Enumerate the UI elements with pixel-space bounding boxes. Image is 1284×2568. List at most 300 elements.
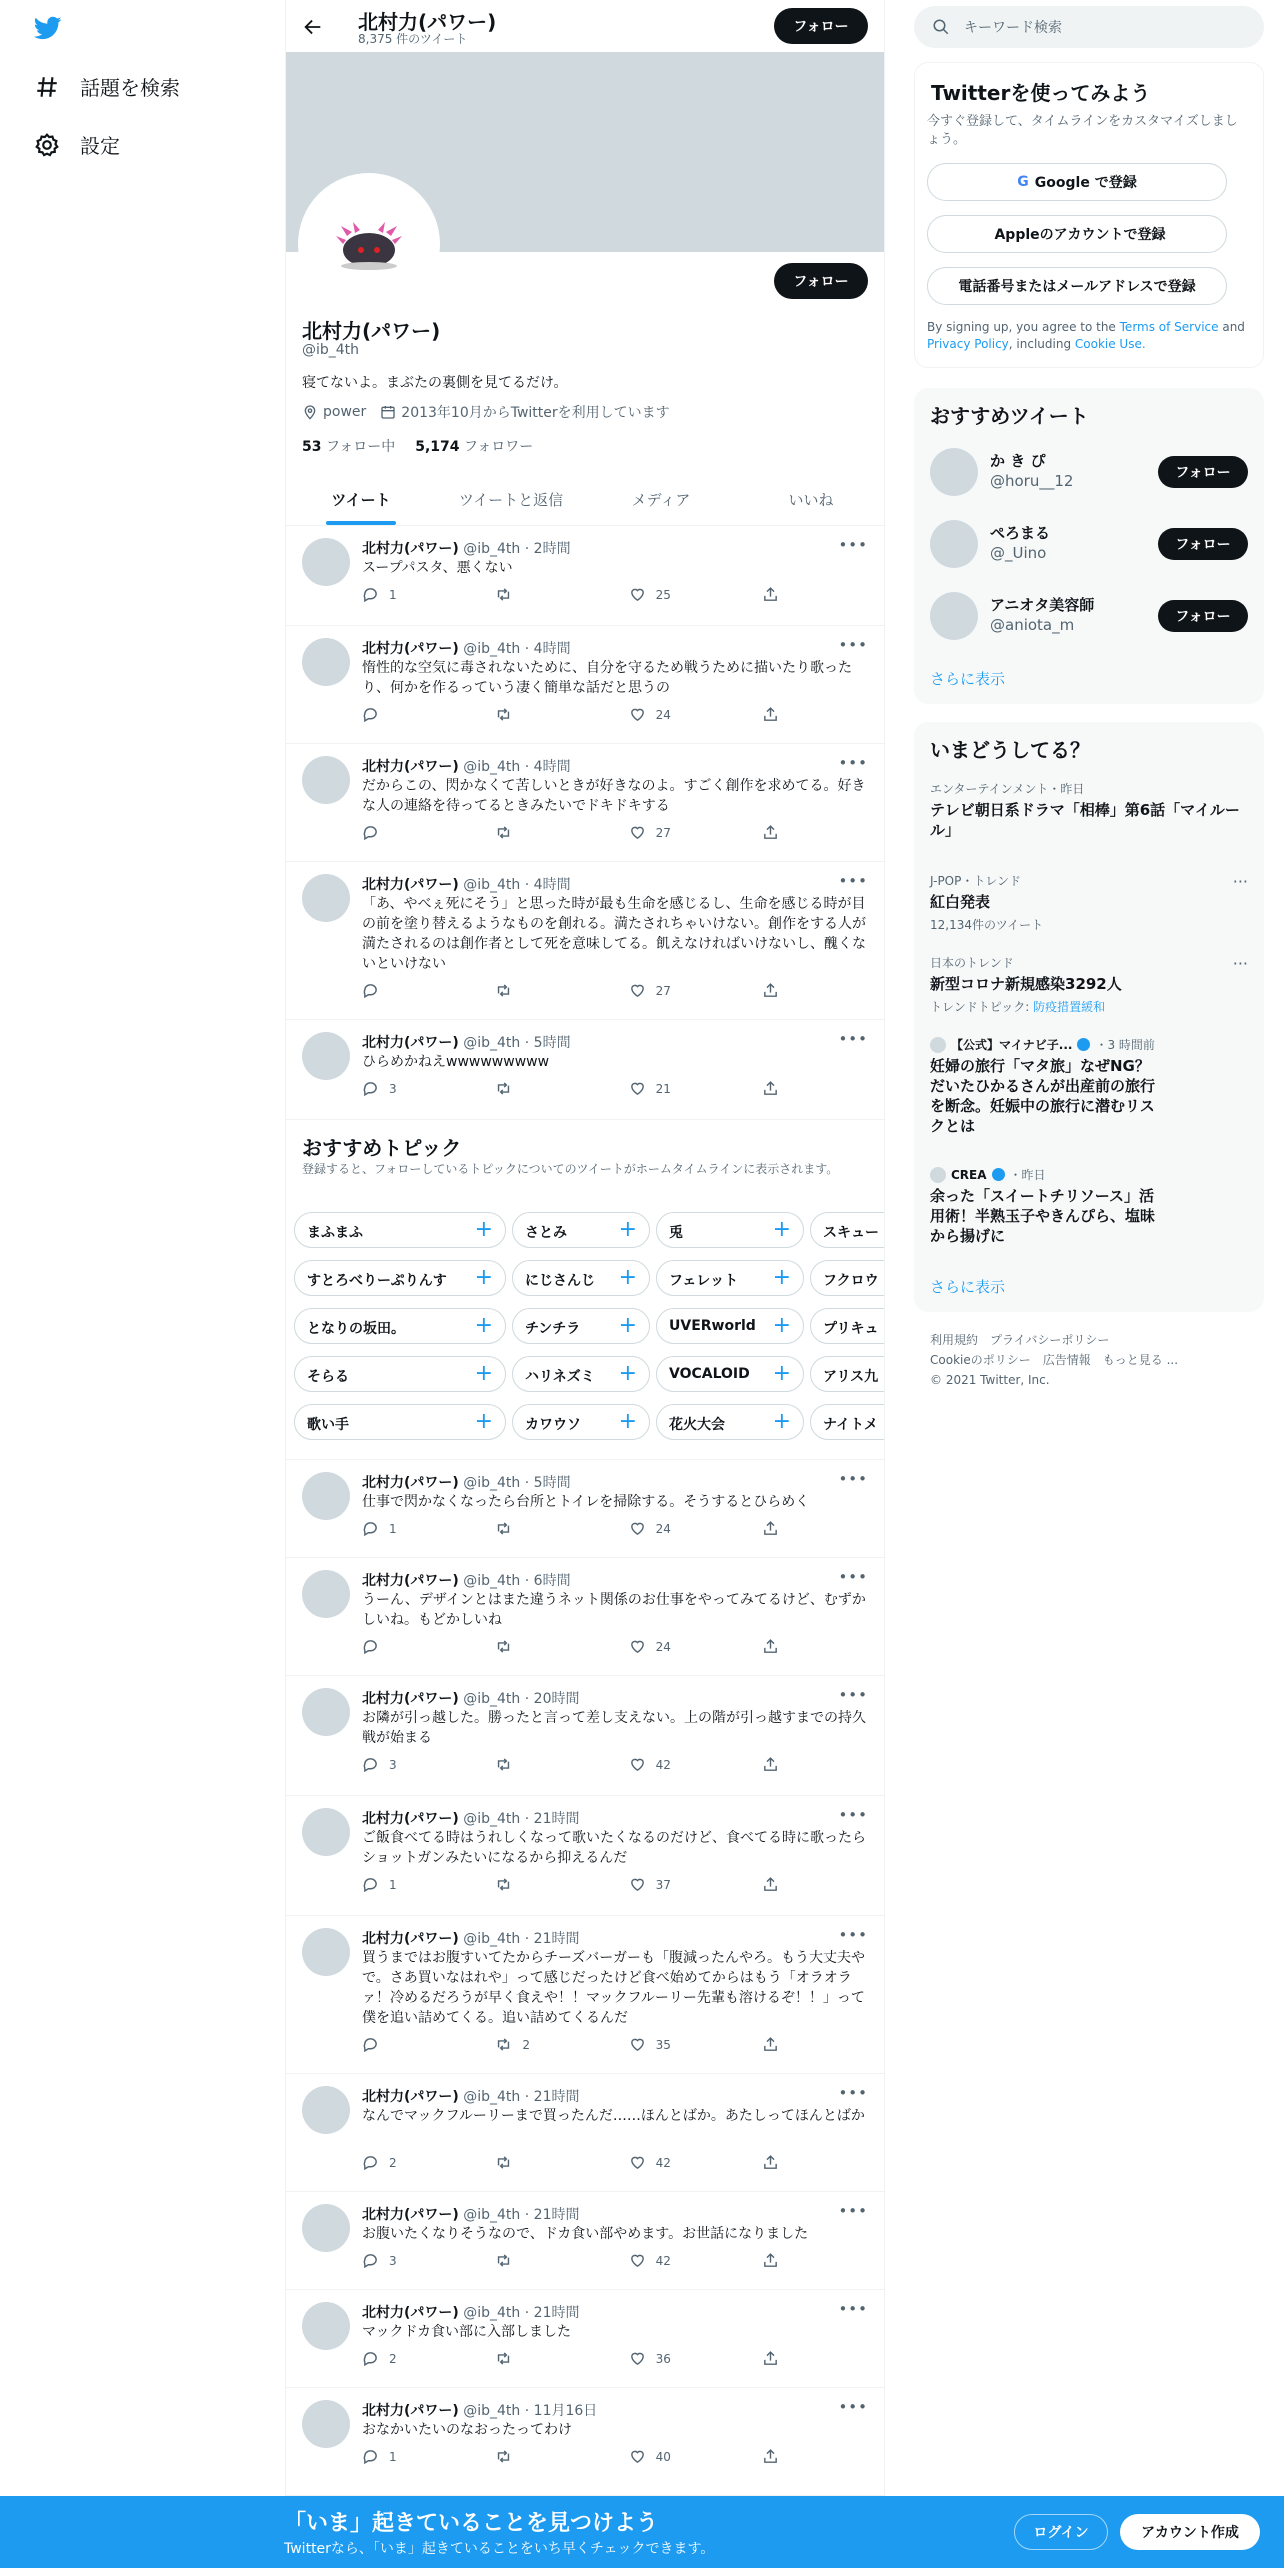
apple-signup-button[interactable] (927, 215, 1227, 253)
user-avatar[interactable] (930, 520, 978, 568)
topic-chip[interactable] (810, 1260, 885, 1296)
topic-chip[interactable] (294, 1308, 506, 1344)
topic-chip[interactable] (512, 1260, 650, 1296)
recommended-user[interactable] (930, 508, 1248, 580)
reply-icon (362, 2252, 379, 2269)
footer-copyright: © 2021 Twitter, Inc. (930, 1373, 1050, 1387)
more-icon[interactable]: ••• (838, 1806, 868, 1824)
share-button[interactable] (762, 2448, 792, 2465)
retweet-button[interactable] (495, 706, 595, 723)
like-count: 42 (655, 1757, 671, 1772)
share-icon (762, 2448, 779, 2465)
tweet-author[interactable]: 北村力(パワー) (362, 759, 459, 775)
retweet-button[interactable] (495, 1756, 595, 1773)
share-button[interactable] (762, 1520, 792, 1537)
tweet[interactable] (286, 744, 885, 862)
tweet-text: お腹いたくなりそうなので、ドカ食い部やめます。お世話になりました (362, 2226, 809, 2242)
reply-count: 1 (389, 587, 397, 602)
trend-item[interactable] (930, 780, 1248, 840)
more-icon[interactable]: ••• (838, 1686, 868, 1704)
tweet[interactable] (286, 1020, 885, 1120)
header-tweet-count: 8,375 件のツイート (358, 32, 468, 46)
retweet-count: 2 (522, 2037, 530, 2052)
tweet-avatar[interactable] (302, 638, 350, 686)
like-button[interactable] (629, 982, 729, 999)
tweet-time[interactable]: 5時間 (533, 1475, 571, 1491)
tweet[interactable] (286, 2388, 885, 2496)
reply-button[interactable] (362, 1080, 462, 1097)
retweet-button[interactable] (495, 1876, 595, 1893)
more-icon[interactable]: ••• (838, 1568, 868, 1586)
retweet-icon (495, 1638, 512, 1655)
topic-chip[interactable] (294, 1404, 506, 1440)
tweet-header: 北村力(パワー) @ib_4th · 11月16日 (362, 2403, 598, 2419)
recommended-user[interactable] (930, 436, 1248, 508)
plus-icon: + (618, 1313, 637, 1338)
share-button[interactable] (762, 2252, 792, 2269)
footer-ads[interactable]: 広告情報 (1042, 1353, 1091, 1367)
tweet-text: マックドカ食い部に入部しました (362, 2324, 572, 2340)
following-count: 53 (302, 439, 322, 455)
trend-meta: トレンドトピック: (930, 1000, 1034, 1014)
like-count: 36 (655, 2351, 671, 2366)
heart-icon (629, 824, 646, 841)
tweet-avatar[interactable] (302, 756, 350, 804)
signup-title: Twitterを使ってみよう (931, 81, 1151, 105)
back-arrow-icon[interactable] (302, 16, 324, 38)
reply-icon (362, 2154, 379, 2171)
trends-title: いまどうしてる？ (930, 738, 1090, 762)
tweet-author[interactable]: 北村力(パワー) (362, 2089, 459, 2105)
privacy-link[interactable]: Privacy Policy (927, 337, 1009, 351)
topics-title: おすすめトピック (302, 1136, 462, 1160)
tweet-handle: @ib_4th (463, 2089, 521, 2105)
retweet-button[interactable] (495, 2036, 595, 2053)
more-icon[interactable]: ••• (838, 754, 868, 772)
more-icon[interactable]: ••• (838, 1470, 868, 1488)
like-count: 21 (655, 1081, 671, 1096)
cookie-link[interactable]: Cookie Use. (1074, 337, 1146, 351)
tweet-header: 北村力(パワー) @ib_4th · 4時間 (362, 759, 571, 775)
tweet[interactable] (286, 2290, 885, 2388)
tweet-header: 北村力(パワー) @ib_4th · 21時間 (362, 2207, 580, 2223)
more-icon[interactable]: ••• (838, 1030, 868, 1048)
share-button[interactable] (762, 2036, 792, 2053)
footer-terms[interactable]: 利用規約 (930, 1333, 979, 1347)
like-button[interactable] (629, 706, 729, 723)
tweet-time[interactable]: 4時間 (533, 641, 571, 657)
topic-chip[interactable] (512, 1308, 650, 1344)
tweet-time[interactable]: 4時間 (533, 877, 571, 893)
tweet-time[interactable]: 20時間 (533, 1691, 580, 1707)
tweet-time[interactable]: 21時間 (533, 2089, 580, 2105)
trend-item[interactable] (930, 954, 1248, 1015)
reply-button[interactable] (362, 1876, 462, 1893)
like-count: 27 (655, 825, 671, 840)
tweet-avatar[interactable] (302, 1688, 350, 1736)
more-icon[interactable]: ••• (838, 1926, 868, 1944)
tweet-author[interactable]: 北村力(パワー) (362, 1475, 459, 1491)
share-button[interactable] (762, 1756, 792, 1773)
reply-count: 3 (389, 1081, 397, 1096)
tweet-author[interactable]: 北村力(パワー) (362, 1811, 459, 1827)
tweet-author[interactable]: 北村力(パワー) (362, 2207, 459, 2223)
tweet[interactable] (286, 2192, 885, 2290)
retweet-button[interactable] (495, 2350, 595, 2367)
reply-icon (362, 1080, 379, 1097)
share-button[interactable] (762, 1876, 792, 1893)
reply-button[interactable] (362, 1520, 462, 1537)
tweet-time[interactable]: 21時間 (533, 1931, 580, 1947)
retweet-icon (495, 2036, 512, 2053)
like-button[interactable] (629, 1756, 729, 1773)
tab-tweets-replies[interactable]: ツイートと返信 (458, 491, 564, 509)
share-icon (762, 1520, 779, 1537)
heart-icon (629, 1876, 646, 1893)
twitter-logo-icon[interactable] (32, 14, 64, 42)
topic-chip[interactable] (656, 1356, 804, 1392)
tweet-avatar[interactable] (302, 1808, 350, 1856)
tweet-avatar[interactable] (302, 538, 350, 586)
more-icon[interactable]: ••• (838, 536, 868, 554)
heart-icon (629, 1520, 646, 1537)
tweet-text: 買うまではお腹すいてたからチーズバーガーも「腹減ったんやろ。もう大丈夫やで。さあ買いなはれや」って感じだったけど食べ始めてからはもう「オラオラァ！冷めるだろうが早く食えや！！マックフルーリー先輩も溶けるぞ！！」って僕を追い詰めてくる。追い詰めてくるんだ (362, 1950, 866, 2026)
tweet-avatar[interactable] (302, 1472, 350, 1520)
retweet-button[interactable] (495, 586, 595, 603)
trend-more-icon[interactable]: ··· (1232, 954, 1248, 973)
topic-chip[interactable] (656, 1260, 804, 1296)
topic-label: まふまふ (307, 1225, 363, 1241)
like-button[interactable] (629, 586, 729, 603)
reply-button[interactable] (362, 706, 462, 723)
recommended-user[interactable] (930, 580, 1248, 652)
tweet-text: おなかいたいのなおったってわけ (362, 2422, 572, 2438)
topic-chip[interactable] (656, 1212, 804, 1248)
share-icon (762, 2154, 779, 2171)
topic-label: となりの坂田。 (307, 1321, 405, 1337)
header-profile-name: 北村力(パワー) (358, 10, 497, 34)
topic-label: UVERworld (669, 1318, 756, 1334)
tweet-header: 北村力(パワー) @ib_4th · 5時間 (362, 1475, 571, 1491)
retweet-button[interactable] (495, 2252, 595, 2269)
plus-icon: + (474, 1217, 493, 1242)
topic-chip[interactable] (656, 1308, 804, 1344)
like-button[interactable] (629, 2252, 729, 2269)
profile-follow-button[interactable]: フォロー (774, 263, 868, 299)
heart-icon (629, 706, 646, 723)
tweet-actions (362, 2252, 792, 2269)
retweet-button[interactable] (495, 1638, 595, 1655)
more-icon[interactable]: ••• (838, 2202, 868, 2220)
tweet[interactable] (286, 1558, 885, 1676)
reply-button[interactable] (362, 982, 462, 999)
reply-button[interactable] (362, 824, 462, 841)
topic-chip[interactable] (656, 1404, 804, 1440)
news-time: ・3 時間前 (1095, 1038, 1155, 1052)
tweet-avatar[interactable] (302, 874, 350, 922)
tweet-avatar[interactable] (302, 1032, 350, 1080)
tweet-avatar[interactable] (302, 2302, 350, 2350)
tweet[interactable] (286, 2074, 885, 2192)
share-button[interactable] (762, 586, 792, 603)
share-icon (762, 2350, 779, 2367)
reply-button[interactable] (362, 586, 462, 603)
recommend-more-link[interactable]: さらに表示 (930, 670, 1006, 688)
tab-tweets[interactable]: ツイート (286, 472, 436, 525)
user-follow-button[interactable]: フォロー (1158, 600, 1248, 632)
topic-chip[interactable] (810, 1308, 885, 1344)
like-count: 24 (655, 1521, 671, 1536)
like-button[interactable] (629, 2448, 729, 2465)
heart-icon (629, 1638, 646, 1655)
tweet[interactable] (286, 1460, 885, 1558)
tweet-author[interactable]: 北村力(パワー) (362, 541, 459, 557)
topic-chip[interactable] (512, 1404, 650, 1440)
retweet-icon (495, 824, 512, 841)
tweet-header: 北村力(パワー) @ib_4th · 20時間 (362, 1691, 580, 1707)
reply-button[interactable] (362, 2036, 462, 2053)
nav-settings-label: 設定 (80, 134, 120, 158)
reply-button[interactable] (362, 2448, 462, 2465)
user-avatar[interactable] (930, 448, 978, 496)
topic-chip[interactable] (810, 1356, 885, 1392)
tweet-author[interactable]: 北村力(パワー) (362, 877, 459, 893)
tweet-text: 仕事で閃かなくなったら台所とトイレを掃除する。そうするとひらめく (362, 1494, 810, 1510)
topic-chip[interactable] (294, 1356, 506, 1392)
reply-button[interactable] (362, 2154, 462, 2171)
topic-chip[interactable] (810, 1212, 885, 1248)
reply-button[interactable] (362, 1638, 462, 1655)
like-count: 25 (655, 587, 671, 602)
tweet-header: 北村力(パワー) @ib_4th · 21時間 (362, 1931, 580, 1947)
tweet-author[interactable]: 北村力(パワー) (362, 1691, 459, 1707)
tweet-handle: @ib_4th (463, 1811, 521, 1827)
reply-button[interactable] (362, 1756, 462, 1773)
tweet-author[interactable]: 北村力(パワー) (362, 2305, 459, 2321)
tweet-handle: @ib_4th (463, 541, 521, 557)
retweet-icon (495, 586, 512, 603)
like-button[interactable] (629, 2036, 729, 2053)
user-follow-button[interactable]: フォロー (1158, 456, 1248, 488)
topic-label: アリス九 (823, 1369, 879, 1385)
footer-privacy[interactable]: プライバシーポリシー (990, 1333, 1110, 1347)
tweet-avatar[interactable] (302, 1928, 350, 1976)
header-follow-button[interactable]: フォロー (774, 8, 868, 44)
reply-icon (362, 2350, 379, 2367)
topic-chip[interactable] (512, 1356, 650, 1392)
news-title: 妊婦の旅行「マタ旅」なぜNG？だいたひかるさんが出産前の旅行を断念。妊娠中の旅行に潜むリスクとは (930, 1057, 1156, 1135)
tab-likes[interactable]: いいね (788, 491, 834, 509)
signup-button[interactable]: アカウント作成 (1120, 2514, 1260, 2550)
more-icon[interactable]: ••• (838, 872, 868, 890)
avatar-creature-icon (333, 216, 405, 272)
footer-cookie[interactable]: Cookieのポリシー (930, 1353, 1031, 1367)
reply-button[interactable] (362, 2252, 462, 2269)
share-button[interactable] (762, 982, 792, 999)
search-box[interactable] (914, 6, 1264, 48)
like-count: 40 (655, 2449, 671, 2464)
tweet-actions (362, 2036, 792, 2053)
following-link[interactable] (302, 436, 395, 456)
user-avatar[interactable] (930, 592, 978, 640)
topic-chip[interactable] (810, 1404, 885, 1440)
tweet-actions (362, 586, 792, 603)
retweet-button[interactable] (495, 2154, 595, 2171)
tweet-author[interactable]: 北村力(パワー) (362, 1931, 459, 1947)
trend-item[interactable] (930, 872, 1248, 933)
google-signup-button[interactable] (927, 163, 1227, 201)
terms-pre: By signing up, you agree to the (927, 320, 1120, 334)
tweet-avatar[interactable] (302, 1570, 350, 1618)
tweet-avatar[interactable] (302, 2400, 350, 2448)
tweet[interactable] (286, 1916, 885, 2074)
topic-chip[interactable] (294, 1212, 506, 1248)
news-item[interactable] (930, 1166, 1248, 1246)
plus-icon: + (772, 1409, 791, 1434)
tweet-handle: @ib_4th (463, 1475, 521, 1491)
tweet-text: 「あ、やべぇ死にそう」と思った時が最も生命を感じるし、生命を感じる時が目の前を塗り替えるようなものを創れる。満たされちゃいけない。創作をする人が満たされるのは創作者として死を意味してる。飢えなければいけないし、醜くないといけない (362, 896, 866, 972)
profile-tabs (286, 472, 885, 526)
tweet-time[interactable]: 21時間 (533, 1811, 580, 1827)
plus-icon: + (618, 1217, 637, 1242)
heart-icon (629, 1756, 646, 1773)
profile-location (302, 404, 366, 420)
like-button[interactable] (629, 824, 729, 841)
like-button[interactable] (629, 1080, 729, 1097)
tweet-actions (362, 1756, 792, 1773)
tweet-text: スープパスタ、悪くない (362, 560, 513, 576)
tweet-actions (362, 1520, 792, 1537)
share-button[interactable] (762, 2154, 792, 2171)
profile-avatar[interactable] (298, 173, 440, 315)
reply-button[interactable] (362, 2350, 462, 2367)
tweet-time[interactable]: 2時間 (533, 541, 571, 557)
like-button[interactable] (629, 1638, 729, 1655)
tweet-author[interactable]: 北村力(パワー) (362, 1573, 459, 1589)
followers-link[interactable] (415, 436, 533, 456)
tweet-author[interactable]: 北村力(パワー) (362, 1035, 459, 1051)
nav-settings[interactable] (34, 130, 120, 159)
tweet-author[interactable]: 北村力(パワー) (362, 641, 459, 657)
login-button[interactable]: ログイン (1014, 2514, 1108, 2550)
more-icon[interactable]: ••• (838, 2300, 868, 2318)
phone-signup-button[interactable]: 電話番号またはメールアドレスで登録 (927, 267, 1227, 305)
like-button[interactable] (629, 1520, 729, 1537)
like-count: 27 (655, 983, 671, 998)
retweet-button[interactable] (495, 824, 595, 841)
like-count: 35 (655, 2037, 671, 2052)
reply-icon (362, 824, 379, 841)
share-icon (762, 2252, 779, 2269)
share-button[interactable] (762, 706, 792, 723)
topic-chip[interactable] (294, 1260, 506, 1296)
topic-label: 歌い手 (307, 1417, 349, 1433)
following-label: フォロー中 (325, 439, 396, 455)
topic-label: プリキュ (823, 1321, 879, 1337)
reply-count: 3 (389, 2253, 397, 2268)
banner-title: 「いま」起きていることを見つけよう (284, 2511, 659, 2536)
source-avatar (930, 1167, 946, 1183)
news-item[interactable] (930, 1036, 1248, 1136)
tweet[interactable] (286, 526, 885, 626)
tweet-author[interactable]: 北村力(パワー) (362, 2403, 459, 2419)
plus-icon: + (772, 1313, 791, 1338)
signup-subtitle: 今すぐ登録して、タイムラインをカスタマイズしましょう。 (927, 114, 1238, 147)
topic-chip[interactable] (512, 1212, 650, 1248)
tweet-text: なんでマックフルーリーまで買ったんだ……ほんとばか。あたしってほんとばか (362, 2108, 865, 2124)
tweet-time[interactable]: 5時間 (533, 1035, 571, 1051)
signup-terms (927, 319, 1247, 353)
tweet[interactable] (286, 626, 885, 744)
plus-icon: + (474, 1409, 493, 1434)
more-icon[interactable]: ••• (838, 2084, 868, 2102)
tweet[interactable] (286, 1676, 885, 1796)
trends-more-link[interactable]: さらに表示 (930, 1278, 1006, 1296)
share-button[interactable] (762, 1638, 792, 1655)
more-icon[interactable]: ••• (838, 2398, 868, 2416)
tweet-time[interactable]: 6時間 (533, 1573, 571, 1589)
reply-icon (362, 706, 379, 723)
tweet[interactable] (286, 862, 885, 1020)
tweet-header: 北村力(パワー) @ib_4th · 6時間 (362, 1573, 571, 1589)
nav-explore[interactable] (34, 72, 180, 101)
search-input[interactable]: キーワード検索 (964, 20, 1062, 36)
more-icon[interactable]: ••• (838, 636, 868, 654)
tweet-handle: @ib_4th (463, 759, 521, 775)
trend-title: 紅白発表 (930, 893, 991, 911)
tweet[interactable] (286, 1796, 885, 1916)
tweet-time[interactable]: 21時間 (533, 2207, 580, 2223)
share-button[interactable] (762, 2350, 792, 2367)
retweet-button[interactable] (495, 982, 595, 999)
tweet-time[interactable]: 11月16日 (533, 2403, 598, 2419)
topic-label: 兎 (669, 1225, 683, 1241)
trend-topic-link[interactable]: 防疫措置緩和 (1033, 1000, 1106, 1014)
retweet-button[interactable] (495, 1080, 595, 1097)
like-button[interactable] (629, 2350, 729, 2367)
share-icon (762, 1756, 779, 1773)
topic-label: フェレット (669, 1273, 739, 1289)
footer-more[interactable]: もっと見る ... (1102, 1353, 1179, 1367)
retweet-button[interactable] (495, 1520, 595, 1537)
tweet-header: 北村力(パワー) @ib_4th · 4時間 (362, 641, 571, 657)
reply-count: 3 (389, 1757, 397, 1772)
tweet-handle: @ib_4th (463, 1931, 521, 1947)
topic-label: さとみ (525, 1225, 567, 1241)
tweet-time[interactable]: 4時間 (533, 759, 571, 775)
gear-icon (34, 132, 60, 158)
like-button[interactable] (629, 2154, 729, 2171)
trend-more-icon[interactable]: ··· (1232, 872, 1248, 891)
topic-label: フクロウ (823, 1273, 879, 1289)
heart-icon (629, 2252, 646, 2269)
terms-link[interactable]: Terms of Service (1119, 320, 1219, 334)
plus-icon: + (618, 1409, 637, 1434)
user-follow-button[interactable]: フォロー (1158, 528, 1248, 560)
tweet-text: 惰性的な空気に毒されないために、自分を守るため戦うために描いたり歌ったり、何かを作るっていう凄く簡単な話だと思うの (362, 660, 852, 696)
tweet-time[interactable]: 21時間 (533, 2305, 580, 2321)
share-button[interactable] (762, 1080, 792, 1097)
tab-media[interactable]: メディア (631, 491, 691, 509)
share-button[interactable] (762, 824, 792, 841)
tweet-avatar[interactable] (302, 2204, 350, 2252)
retweet-button[interactable] (495, 2448, 595, 2465)
profile-follow-stats (302, 436, 533, 456)
tweet-avatar[interactable] (302, 2086, 350, 2134)
signup-banner (0, 2496, 1284, 2568)
tweet-handle: @ib_4th (463, 1691, 521, 1707)
like-button[interactable] (629, 1876, 729, 1893)
